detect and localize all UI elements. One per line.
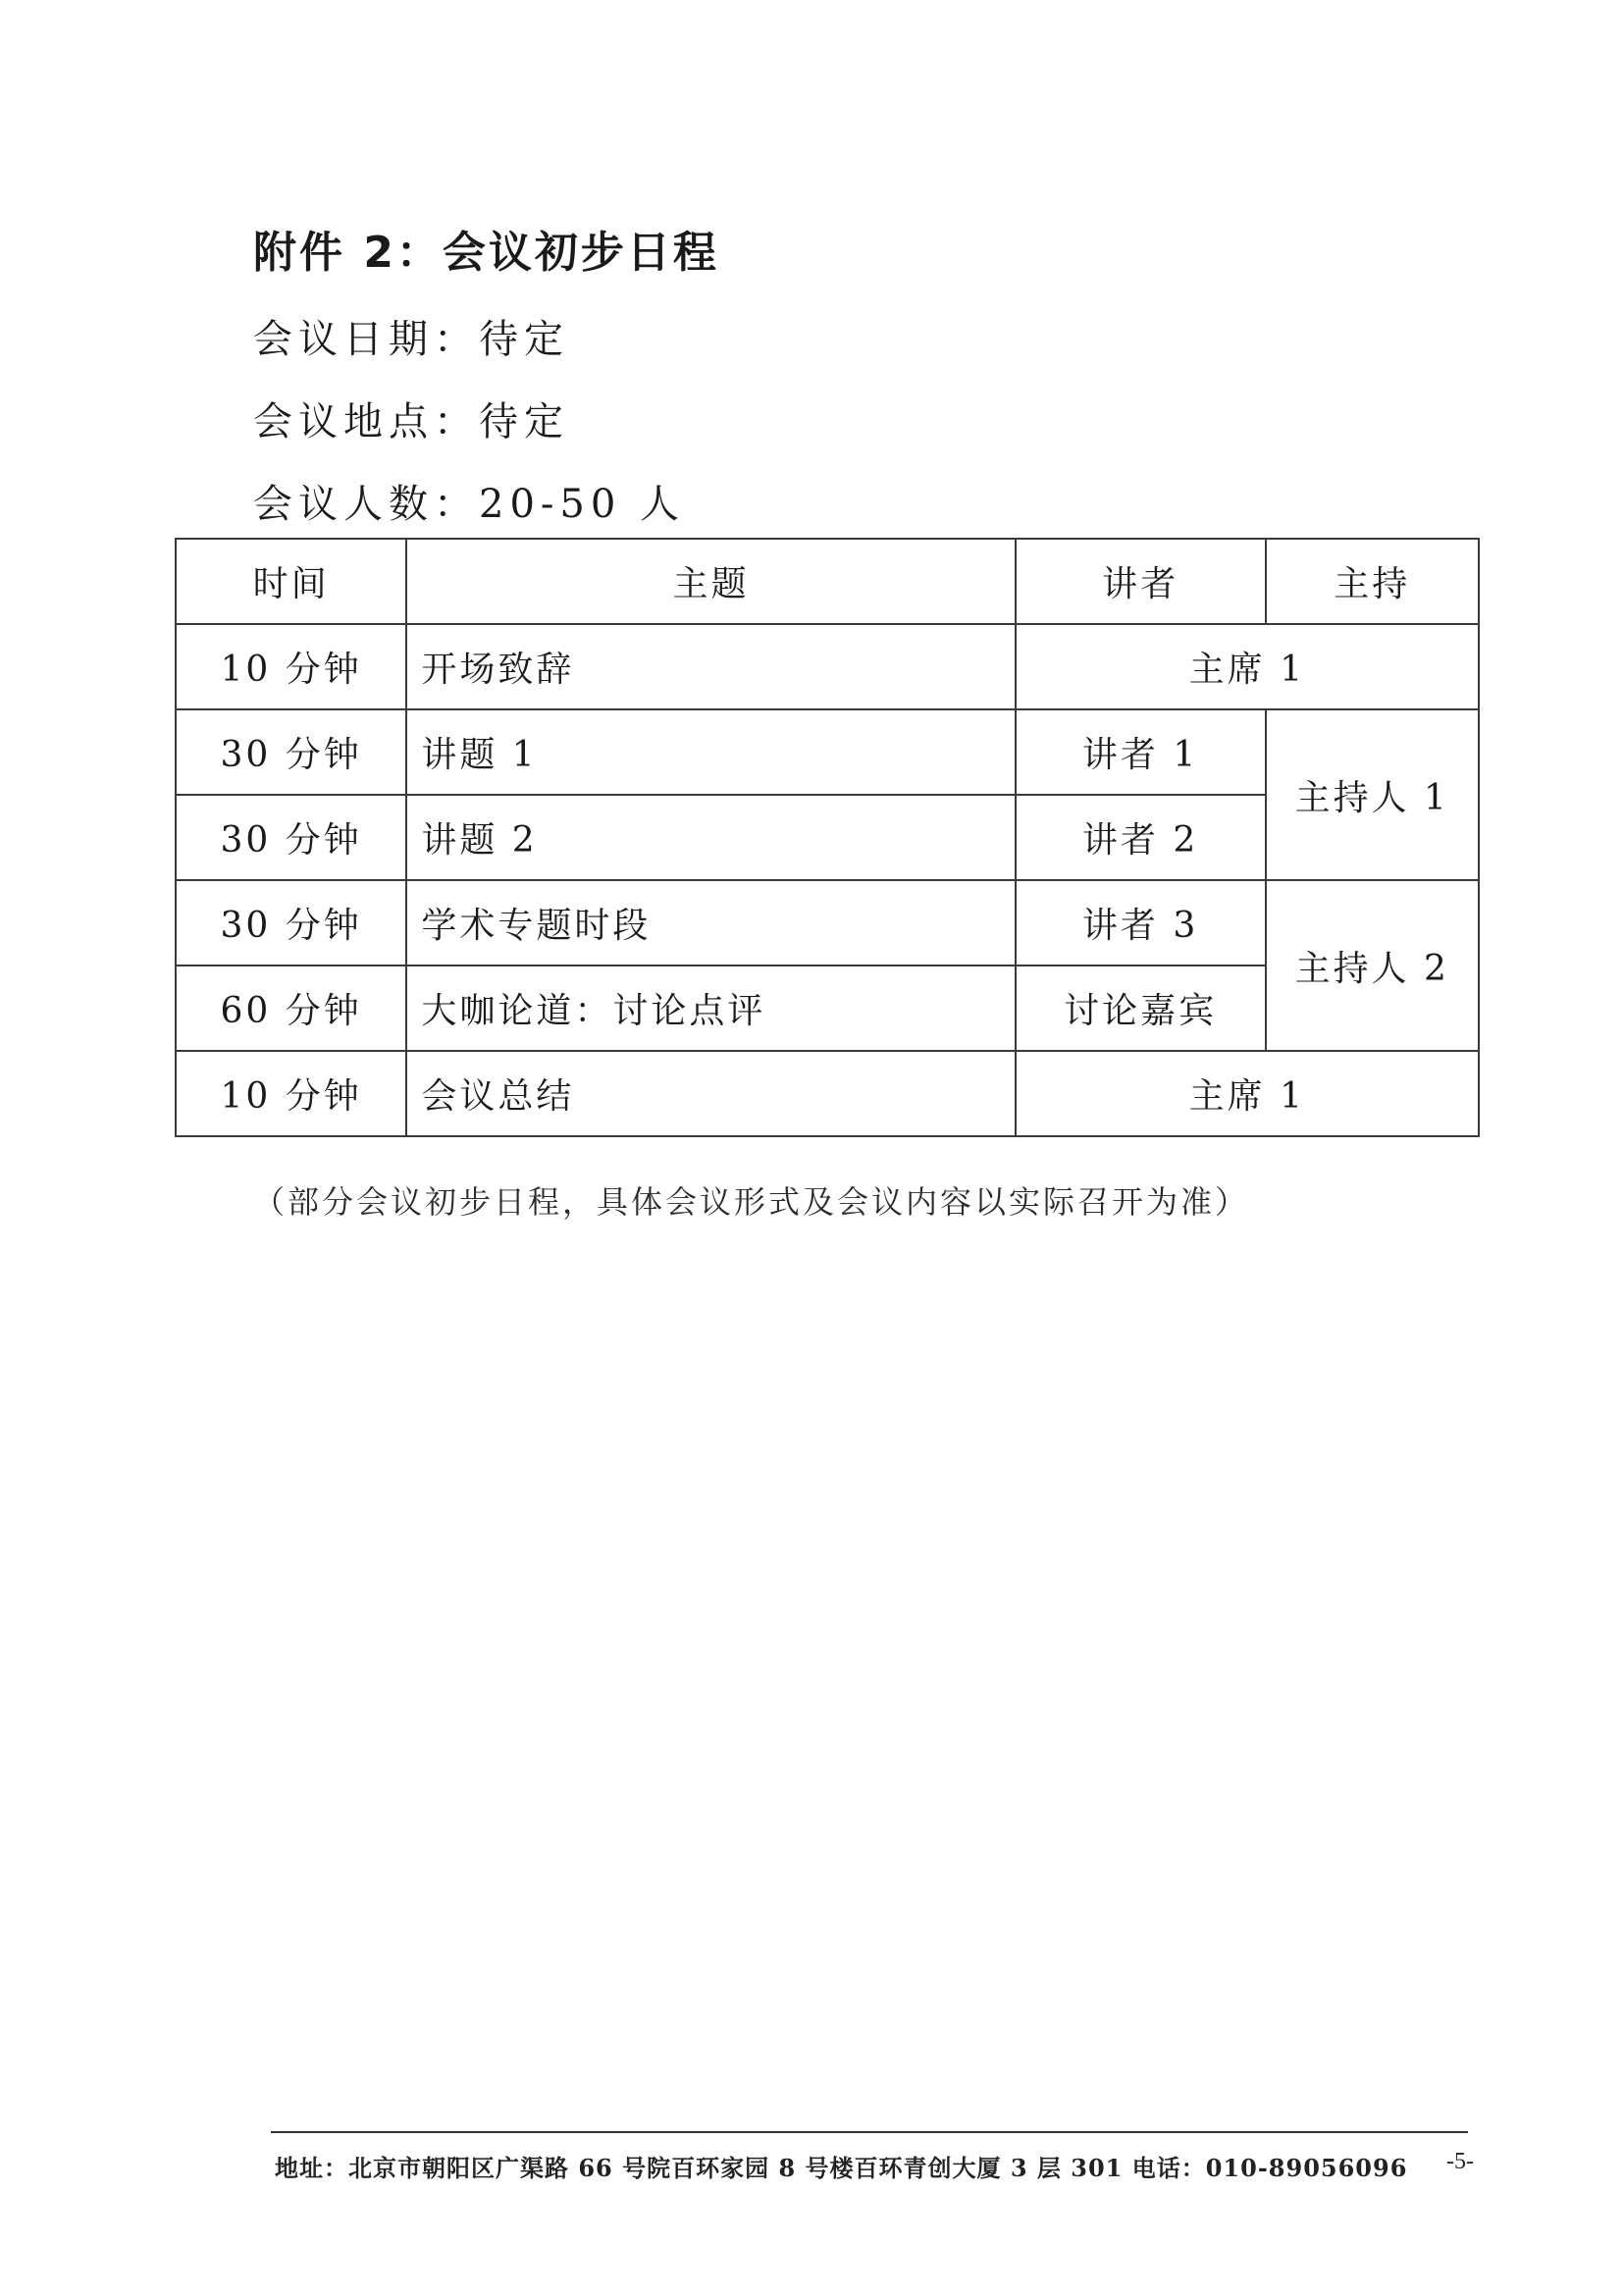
row-topic: 讲题 2 <box>406 795 1015 880</box>
page-number: -5- <box>1446 2149 1474 2174</box>
row-speaker: 讲者 2 <box>1016 795 1266 880</box>
row-time: 10 分钟 <box>176 1051 406 1136</box>
row-topic: 开场致辞 <box>406 624 1015 709</box>
meeting-attendance <box>253 477 685 532</box>
row-time: 60 分钟 <box>176 965 406 1051</box>
meeting-date-label: 会议日期： <box>253 317 479 362</box>
row-host: 主持人 2 <box>1266 880 1479 1051</box>
table-header-row <box>176 539 1479 624</box>
meeting-attendance-label: 会议人数： <box>253 482 479 527</box>
header-topic: 主题 <box>406 539 1015 624</box>
meeting-location-value: 待定 <box>479 399 569 444</box>
header-time: 时间 <box>176 539 406 624</box>
schedule-table <box>175 538 1480 1137</box>
table-row <box>176 1051 1479 1136</box>
row-topic: 大咖论道：讨论点评 <box>406 965 1015 1051</box>
row-topic: 讲题 1 <box>406 709 1015 795</box>
meeting-date <box>253 312 569 367</box>
meeting-location-label: 会议地点： <box>253 399 479 444</box>
table-row <box>176 880 1479 965</box>
meeting-location <box>253 394 569 449</box>
footer-divider <box>271 2131 1468 2133</box>
footer-address: 地址：北京市朝阳区广渠路 66 号院百环家园 8 号楼百环青创大厦 3 层 301 电话：010-89056096 <box>275 2154 1408 2182</box>
row-speaker: 讨论嘉宾 <box>1016 965 1266 1051</box>
header-speaker: 讲者 <box>1016 539 1266 624</box>
meeting-attendance-value: 20-50 人 <box>479 482 686 527</box>
row-time: 10 分钟 <box>176 624 406 709</box>
row-time: 30 分钟 <box>176 880 406 965</box>
row-time: 30 分钟 <box>176 709 406 795</box>
row-speaker: 讲者 1 <box>1016 709 1266 795</box>
table-row <box>176 624 1479 709</box>
page-title: 附件 2：会议初步日程 <box>253 228 719 278</box>
header-host: 主持 <box>1266 539 1479 624</box>
row-time: 30 分钟 <box>176 795 406 880</box>
row-speaker-host: 主席 1 <box>1016 624 1479 709</box>
row-speaker: 讲者 3 <box>1016 880 1266 965</box>
row-topic: 会议总结 <box>406 1051 1015 1136</box>
row-host: 主持人 1 <box>1266 709 1479 880</box>
schedule-note: （部分会议初步日程，具体会议形式及会议内容以实际召开为准） <box>253 1183 1250 1221</box>
row-topic: 学术专题时段 <box>406 880 1015 965</box>
row-speaker-host: 主席 1 <box>1016 1051 1479 1136</box>
table-row <box>176 709 1479 795</box>
meeting-date-value: 待定 <box>479 317 569 362</box>
